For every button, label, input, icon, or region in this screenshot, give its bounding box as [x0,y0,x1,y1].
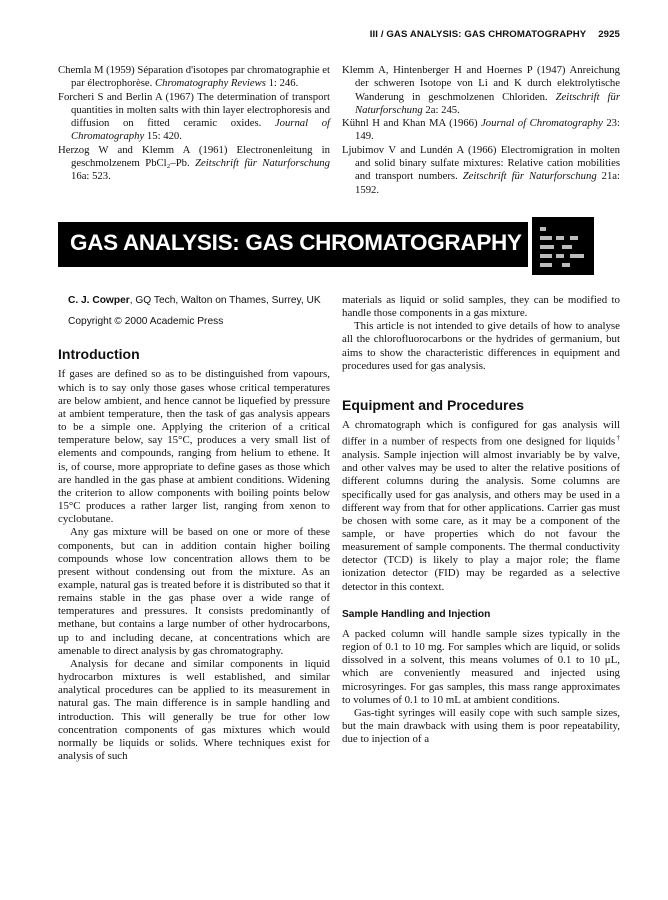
reference-item: Kühnl H and Khan MA (1966) Journal of Chromatography 23: 149. [342,117,620,143]
reference-item: Chemla M (1959) Séparation d'isotopes par chromatographie et par électrophorèse. Chromatography Reviews 1: 246. [58,64,330,90]
article-title: GAS ANALYSIS: GAS CHROMATOGRAPHY [70,230,522,255]
title-banner [58,222,598,267]
reference-item: Ljubimov V and Lundén A (1966) Electromigration in molten and solid binary sulfate mixtures: Relative cation mobilities and transport numbers. Zeitschrift für Naturforschung 21a: 1592. [342,143,621,196]
author-name: C. J. Cowper [68,295,130,306]
references-right [342,64,620,197]
introduction-heading: Introduction [58,346,140,363]
right-column [342,294,620,746]
footnote-marker: † [615,434,620,443]
reference-item: Klemm A, Hintenberger H and Hoernes P (1947) Anreichung der schweren Isotope von Li and K durch elektrolytische Wanderung in geschmolzenen Chloriden. Zeitschrift für Naturforschung 2a: 245. [342,64,620,116]
paragraph: materials as liquid or solid samples, they can be modified to handle those components in a gas mixture. [342,294,620,320]
chromatogram-emblem-icon [528,213,598,279]
copyright-line: Copyright © 2000 Academic Press [68,316,224,328]
author-line [68,294,330,307]
running-header [330,29,620,40]
reference-item: Herzog W and Klemm A (1961) Electronenleitung in geschmolzenem PbCl₂–Pb. Zeitschrift für Naturforschung 16a: 523. [58,143,330,183]
paragraph: This article is not intended to give details of how to analyse all the chlorofluorocarbons or the hydrides of germanium, but aims to show the characteristic differences in equipment and procedures used for gas analysis. [342,320,620,372]
paragraph: A chromatograph which is configured for gas analysis will differ in a number of respects from one designed for liquids† analysis. Sample injection will almost invariably be by valve, and other valves may be used to alter the relative positions of different columns during the analysis. Some columns are specifically used for gas analysis, and others may be used in a different way from that for other applications. Carrier gas must be chosen with some care, as it may be a component of the sample, or have properties which do not favour the measurement of sample components. The thermal conductivity detector (TCD) is likely to play a major role; the flame ionization detector (FID) may be regarded as a selective detector in this context. [342,419,620,593]
references-left [58,64,330,184]
reference-item: Forcheri S and Berlin A (1967) The determination of transport quantities in molten salts with thin layer electrophoresis and diffusion on fitted ceramic oxides. Journal of Chromatography 15: 420. [58,90,331,143]
left-column [58,294,330,763]
paragraph: A packed column will handle sample sizes typically in the region of 0.1 to 10 mg. For samples which are liquid, or solids dissolved in a solvent, this means volumes of 0.1 to 10 μL, which are conveniently measured and injected using microsyringes. For gas samples, this mass range approximates to volumes of 0.1 to 10 mL at ambient conditions. [342,627,620,706]
paragraph: Gas-tight syringes will easily cope with such sample sizes, but the main drawback with using them is poor repeatability, due to injection of a [342,706,620,746]
running-header-title: III / GAS ANALYSIS: GAS CHROMATOGRAPHY [369,29,587,40]
paragraph: Any gas mixture will be based on one or more of these components, but can in addition contain higher boiling compounds whose low concentration allows them to be present without condensing out from the mixture. As an example, natural gas is treated before it is distributed so that it remains stable in the gas phase over a wide range of temperatures and pressures. It consists predominantly of methane, but contains a large number of other hydrocarbons, up to and including decane, at concentrations which are amenable to direct analysis by gas chromatography. [58,526,330,657]
equipment-heading: Equipment and Procedures [342,396,525,413]
sample-handling-heading: Sample Handling and Injection [342,608,491,620]
paragraph: Analysis for decane and similar components in liquid hydrocarbon mixtures is well established, and similar analytical procedures can be applied to its measurement in natural gas. The main difference is in sample handling and introduction. This will generally be true for other low concentration components of gas mixtures which would normally be liquids or solids. Where techniques exist for analysis of such [58,657,330,762]
page-number: 2925 [598,29,620,40]
author-affiliation: , GQ Tech, Walton on Thames, Surrey, UK [129,295,321,306]
paragraph: If gases are defined so as to be distinguished from vapours, which is to say only those gases whose critical temperatures are below ambient, and hence cannot be liquefied by pressure at ambient temperature, then the task of gas analysis appears to be a simple one. Applying the criterion of a critical temperature below, say 15°C, produces a very small list of elements and compounds, ranging from helium to ethene. It is, of course, more appropriate to define gases as those which are handled in the gas phase at ambient conditions. Widening the criterion to allow components with boiling points below 15°C produces a rather larger list, ranging from xenon to cyclobutane. [58,368,330,526]
